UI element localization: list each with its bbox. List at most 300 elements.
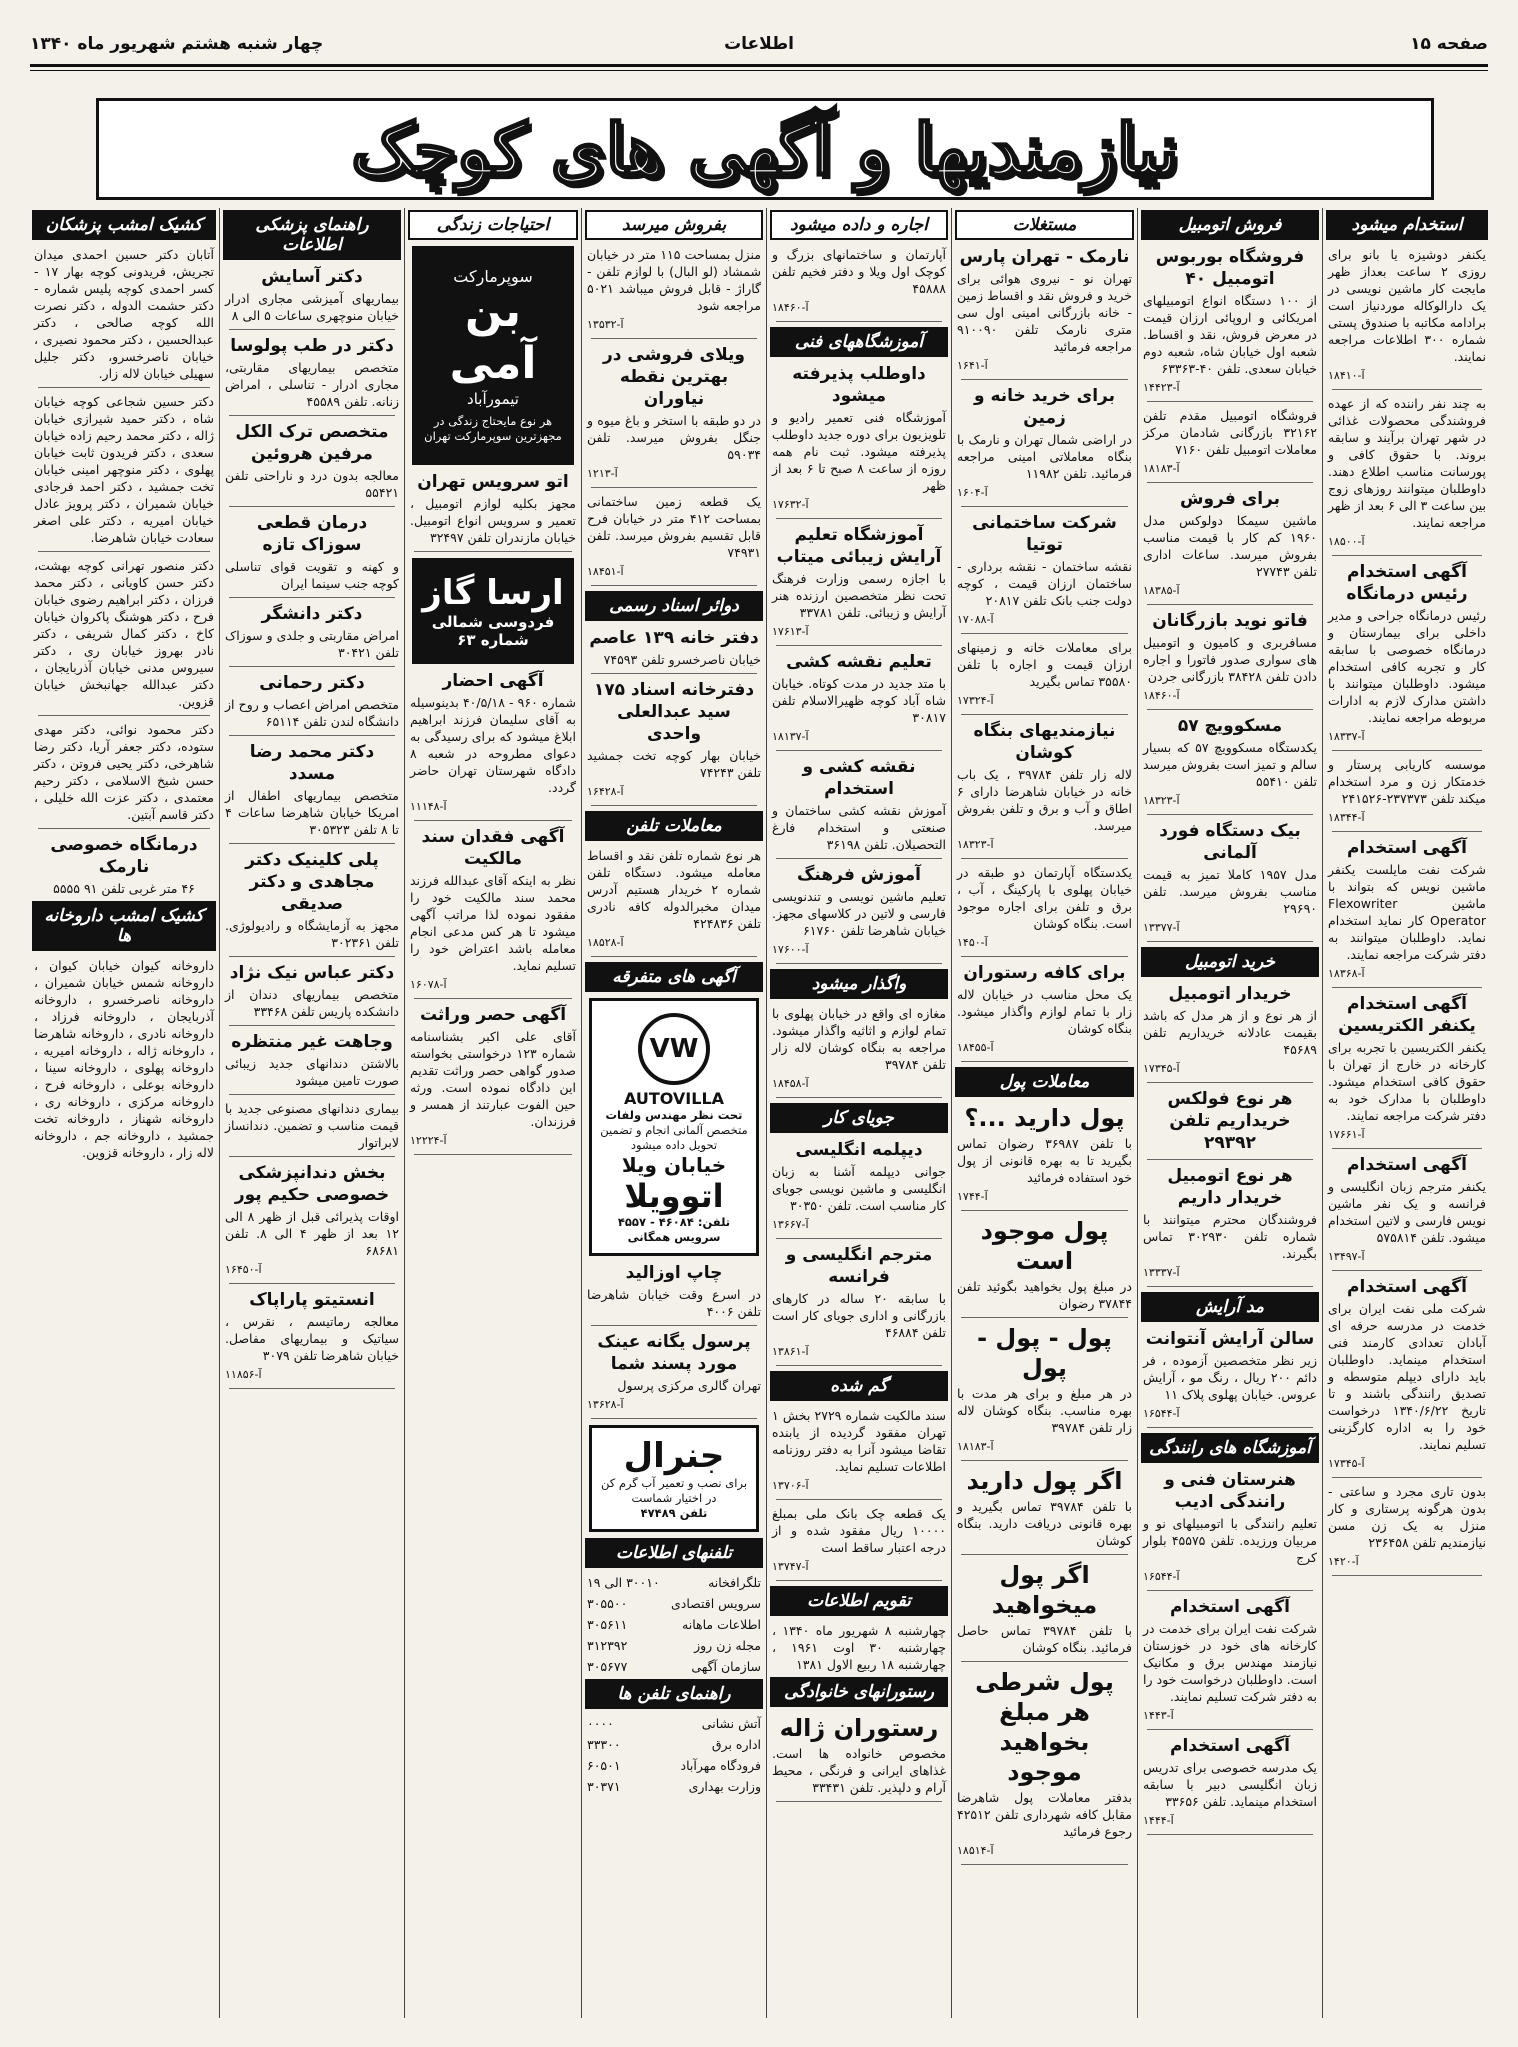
ad-text: آموزشگاه فنی تعمیر رادیو و تلویزیون برای دوره جدید داوطلب پذیرفته میشود. ثبت نام همه روزه از ساعت ۸ صبح تا ۶ بعد از ظهر bbox=[772, 410, 946, 493]
ad-title: آگهی استخدام bbox=[1347, 838, 1467, 858]
classified-ad bbox=[1143, 488, 1317, 599]
ad-text: بیماریهای آمیزشی مجاری ادرار خیابان منوچهری ساعات ۵ الی ۸ bbox=[225, 291, 399, 323]
ad-text: نقشه ساختمان - نقشه برداری - ساختمان ارزان قیمت ، کوچه دولت جنب بانک تلفن ۲۰۸۱۷ bbox=[957, 559, 1132, 608]
section-header: معاملات تلفن bbox=[585, 811, 763, 841]
ad-title: دکتر در طب پولوسا bbox=[230, 336, 394, 356]
ad-list bbox=[768, 1005, 950, 1098]
ad-text: به چند نفر راننده که از عهده فروشندگی محصولات غذائی در شهر تهران برآیند و سابقه بروند. با حقوق کافی و پورسانت مناسب اطلاع دهند. داوطلبان میتوانند روزهای زوج بین ساعت ۳ الی ۶ بعد از ظهر مراجعه نمایند. bbox=[1328, 396, 1486, 530]
section-header: آموزشگاه های رانندگی bbox=[1141, 1433, 1319, 1463]
ad-title: آگهی حصر وراثت bbox=[419, 1005, 567, 1025]
ad-separator bbox=[1147, 1427, 1313, 1428]
ad-separator bbox=[591, 338, 757, 339]
ad-code: آ-۱۸۱۸۳ bbox=[957, 1440, 994, 1453]
ad-separator bbox=[1147, 1082, 1313, 1083]
pharmacy-list: داروخانه کیوان خیابان کیوان ، داروخانه شمس خیابان شمیران ، داروخانه ناصرخسرو ، داروخانه آذربایجان ، داروخانه فرزاد ، داروخانه نادری ، داروخانه شاهرضا ، داروخانه ژاله ، داروخانه امیریه ، داروخانه پهلوی ، داروخانه سینا ، داروخانه بوعلی ، داروخانه فرح ، داروخانه مرکزی ، داروخانه ری ، داروخانه شهناز ، داروخانه تخت جمشید ، داروخانه جم ، داروخانه لاله زار ، داروخانه قزوین. bbox=[34, 958, 214, 1160]
ad-code: آ-۱۸۱۳۷ bbox=[772, 730, 809, 743]
ad-separator bbox=[776, 1499, 942, 1500]
classified-ad bbox=[957, 1216, 1132, 1312]
ad-separator bbox=[1332, 1148, 1482, 1149]
phone-number: ۶۰۵۰۱ bbox=[587, 1758, 621, 1773]
section-header: کشیک امشب داروخانه ها bbox=[32, 901, 216, 951]
section-header: رستورانهای خانوادگی bbox=[770, 1677, 948, 1707]
ad-list bbox=[1324, 246, 1490, 1576]
classified-ad bbox=[1328, 756, 1486, 826]
section-header: استخدام میشود bbox=[1326, 210, 1488, 240]
ad-code: آ-۱۸۵۱۴ bbox=[957, 1844, 994, 1857]
calendar-text: چهارشنبه ۸ شهریور ماه ۱۳۴۰ ، چهارشنبه ۳۰ اوت ۱۹۶۱ ، چهارشنبه ۱۸ ربیع الاول ۱۳۸۱ bbox=[772, 1623, 946, 1672]
ad-text: در اسرع وقت خیابان شاهرضا تلفن ۴۰۰۶ bbox=[587, 1287, 761, 1319]
classified-ad bbox=[34, 721, 214, 823]
phone-number: ۳۰۵۵۰۰ bbox=[587, 1596, 628, 1611]
banner-title: نیازمندیها و آگهی های کوچک bbox=[351, 107, 1179, 191]
ad-text: متخصص بیماریهای دندان از دانشکده پاریس تلفن ۳۳۴۶۸ bbox=[225, 987, 399, 1019]
ad-code: آ-۱۶۰۷۸ bbox=[410, 978, 447, 991]
classified-ad bbox=[225, 1100, 399, 1151]
ad-title: مسکوویچ ۵۷ bbox=[1177, 716, 1283, 736]
ad-separator bbox=[776, 645, 942, 646]
section-header: آموزشگاههای فنی bbox=[770, 327, 948, 357]
ad-code: آ-۱۳۵۳۲ bbox=[587, 318, 624, 331]
ad-list bbox=[768, 1139, 950, 1366]
ad-text: امراض مقاربتی و جلدی و سوزاک تلفن ۳۰۴۲۱ bbox=[225, 628, 399, 660]
ad-separator bbox=[1332, 1270, 1482, 1271]
ad-text: با سابقه ۲۰ ساله در کارهای بازرگانی و اداری جویای کار است تلفن ۴۶۸۸۴ bbox=[772, 1291, 946, 1340]
classified-ad bbox=[225, 266, 399, 324]
autovilla-name: اتوویلا bbox=[624, 1177, 724, 1215]
ad-code: آ-۱۸۳۴۴ bbox=[1328, 811, 1365, 824]
ad-code: آ-۱۶۵۴۴ bbox=[1143, 1570, 1180, 1583]
ad-text: منزل بمساحت ۱۱۵ متر در خیابان شمشاد (لو البال) با لوازم تلفن - گاراژ - قابل فروش میباشد ۵۰۲۱ مراجعه شود bbox=[587, 247, 761, 313]
ad-title: دفتر خانه ۱۳۹ عاصم bbox=[589, 628, 759, 648]
ad-code: آ-۱۳۷۴۷ bbox=[772, 1560, 809, 1573]
ad-code: آ-۱۷۰۸۸ bbox=[957, 613, 994, 626]
classified-ad bbox=[1143, 407, 1317, 477]
ad-code: آ-۱۳۳۳۷ bbox=[1143, 1266, 1180, 1279]
ad-separator bbox=[776, 963, 942, 964]
ad-title: برای فروش bbox=[1179, 489, 1281, 509]
clinic-title: درمانگاه خصوصی نارمک bbox=[50, 835, 198, 877]
supermarket-ad bbox=[412, 246, 574, 465]
column-divider bbox=[766, 208, 767, 2018]
ad-separator bbox=[961, 1460, 1128, 1461]
autovilla-logo-text: AUTOVILLA bbox=[623, 1089, 725, 1108]
classified-ad bbox=[1143, 1735, 1317, 1829]
classified-ad bbox=[34, 557, 214, 710]
ad-text: شرکت نفت مایلست یکنفر ماشین نویس که بتواند با ماشین Flexowriter Operator کار نماید استخدام نماید. داوطلبان میتوانند به دفتر شرکت مراجعه نمایند. bbox=[1328, 862, 1486, 962]
classified-ad bbox=[1328, 561, 1486, 745]
ad-code: آ-۱۸۴۶۰ bbox=[772, 301, 809, 314]
ad-separator bbox=[38, 828, 210, 829]
ad-text: یکنفر دوشیزه یا بانو برای روزی ۲ ساعت بعداز ظهر مایجت کار ماشین نویسی در یک دارالوکاله موردنیاز است برادامه مکاتبه با صندوق پستی شماره ۳۰۰ اطلاعات مراجعه نمایند. bbox=[1328, 247, 1486, 364]
ad-code: آ-۱۱۸۵۶ bbox=[225, 1368, 262, 1381]
classified-ad bbox=[1328, 1483, 1486, 1570]
ad-title: آگهی احضار bbox=[442, 671, 544, 691]
ad-text: خیابان ناصرخسرو تلفن ۷۴۵۹۳ bbox=[603, 652, 761, 667]
ad-title: اتو سرویس تهران bbox=[417, 472, 569, 492]
ad-text: آپارتمان و ساختمانهای بزرگ و کوچک اول ویلا و دفتر فخیم تلفن ۴۵۸۸۸ bbox=[772, 247, 946, 296]
ad-title: متخصص ترک الکل مرفین هروئین bbox=[235, 422, 389, 464]
ad-code: آ-۱۷۶۶۱ bbox=[1328, 1128, 1365, 1141]
classified-ad bbox=[957, 1667, 1132, 1859]
classified-ad bbox=[587, 847, 761, 951]
ad-separator bbox=[229, 415, 395, 416]
classified-ad bbox=[34, 246, 214, 382]
phone-row bbox=[587, 1736, 761, 1753]
ad-separator bbox=[1332, 750, 1482, 751]
ad-text: مجهز به آزمایشگاه و رادیولوژی. تلفن ۳۰۲۳۶۱ bbox=[225, 918, 399, 950]
classified-ad bbox=[1328, 1154, 1486, 1265]
ad-text: تهران گالری مرکزی پرسول bbox=[617, 1378, 761, 1393]
ad-title: داوطلب پذیرفته میشود bbox=[792, 364, 926, 406]
ad-text: با اجازه رسمی وزارت فرهنگ تحت نظر متخصصین ارزنده هنر آرایش و زیبائی. تلفن ۳۳۷۸۱ bbox=[772, 571, 946, 620]
ad-separator bbox=[229, 666, 395, 667]
ad-text: متخصص بیماریهای اطفال از امریکا خیابان شاهرضا ساعات ۴ تا ۸ تلفن ۳۰۵۳۲۳ bbox=[225, 788, 399, 837]
clinic-text: ۴۶ متر غربی تلفن ۹۱ ۵۵۵۵ bbox=[53, 881, 195, 896]
ad-text: اوقات پذیرائی قبل از ظهر ۸ الی ۱۲ بعد از ظهر ۴ الی ۸. تلفن ۶۸۶۸۱ bbox=[225, 1209, 399, 1258]
general-text: برای نصب و تعمیر آب گرم کن در اختیار شماست bbox=[600, 1476, 748, 1505]
ad-separator bbox=[229, 735, 395, 736]
ad-text: بیماری دندانهای مصنوعی جدید با قیمت مناسب و تضمین. دندانساز لابراتوار bbox=[225, 1101, 399, 1150]
phone-row bbox=[587, 1616, 761, 1633]
ad-code: آ-۱۸۴۶۰ bbox=[1143, 689, 1180, 702]
section-header: راهنمای تلفن ها bbox=[585, 1679, 763, 1709]
ad-text: تعلیم رانندگی با اتومبیلهای نو و مربیان ورزیده. تلفن ۴۵۵۷۵ بلوار کرج bbox=[1143, 1516, 1317, 1565]
classified-ad bbox=[225, 1162, 399, 1278]
phone-list bbox=[583, 1574, 765, 1675]
ad-code: آ-۱۷۳۴۵ bbox=[1328, 1457, 1365, 1470]
ad-separator bbox=[414, 998, 572, 999]
phone-name: تلگرافخانه bbox=[708, 1575, 761, 1590]
column-doctors-on-call bbox=[30, 208, 218, 2018]
ad-text: یک مدرسه خصوصی برای تدریس زبان انگلیسی دبیر با سابقه استخدام مینماید. تلفن ۳۳۶۵۶ bbox=[1143, 1760, 1317, 1809]
ad-list bbox=[768, 1713, 950, 1802]
classified-ad bbox=[225, 672, 399, 730]
ad-code: آ-۱۶۵۴۴ bbox=[1143, 1407, 1180, 1420]
ad-separator bbox=[1147, 1286, 1313, 1287]
ad-separator bbox=[776, 1365, 942, 1366]
ad-code: آ-۱۴۲۰ bbox=[1328, 1555, 1359, 1568]
ad-title: اگر پول میخواهید bbox=[991, 1561, 1098, 1619]
ad-text: مجهز بکلیه لوازم اتومبیل ، تعمیر و سرویس انواع اتومبیل. خیابان مازندران تلفن ۳۲۴۹۷ bbox=[410, 496, 576, 545]
ad-separator bbox=[1332, 831, 1482, 832]
ad-text: آموزش نقشه کشی ساختمان و صنعتی و استخدام فارغ التحصیلان. تلفن ۳۶۱۹۸ bbox=[772, 803, 946, 852]
classified-ad bbox=[957, 720, 1132, 853]
ad-text: متخصص امراض اعصاب و روح از دانشگاه لندن تلفن ۶۵۱۱۴ bbox=[225, 697, 399, 729]
ad-text: تهران نو - نیروی هوائی برای خرید و فروش نقد و اقساط زمین - خانه بازرگانی امینی اول سی متری نارمک تلفن ۹۱۰۰۹۰ مراجعه فرمائید bbox=[957, 271, 1132, 354]
ad-separator bbox=[1147, 709, 1313, 710]
ad-list bbox=[406, 471, 580, 552]
arasgaz-name: ارسا گاز bbox=[422, 573, 564, 613]
ad-separator bbox=[776, 1097, 942, 1098]
ad-separator bbox=[1332, 389, 1482, 390]
classified-ad bbox=[1328, 395, 1486, 550]
ad-code: آ-۱۷۶۳۲ bbox=[772, 498, 809, 511]
ad-separator bbox=[591, 956, 757, 957]
ad-text: نظر به اینکه آقای عبدالله فرزند محمد سند مالکیت خود را مفقود نموده لذا مراتب آگهی میشود تا هر کس مدعی انجام معامله باشد اعتراض خود را تسلیم نماید. bbox=[410, 873, 576, 973]
column-real-estate bbox=[953, 208, 1136, 2018]
ad-text: در مبلغ پول بخواهید بگوئید تلفن ۳۷۸۴۴ رضوان bbox=[957, 1279, 1132, 1311]
ad-text: معالجه رماتیسم ، نقرس ، سیاتیک و بیماریهای مفاصل. خیابان شاهرضا تلفن ۳۰۷۹ bbox=[225, 1314, 399, 1363]
ad-list bbox=[1139, 1469, 1321, 1835]
phone-name: مجله زن روز bbox=[694, 1638, 761, 1653]
classified-ad bbox=[957, 962, 1132, 1056]
ad-title: دیپلمه انگلیسی bbox=[795, 1140, 923, 1160]
phone-number: ۳۱۲۳۹۲ bbox=[587, 1638, 628, 1653]
ad-title: فروشگاه بوربوس اتومبیل ۴۰ bbox=[1155, 247, 1305, 289]
column-medical-guide bbox=[221, 208, 403, 2018]
ad-separator bbox=[776, 750, 942, 751]
ad-code: آ-۱۸۳۶۸ bbox=[1328, 967, 1365, 980]
ad-separator bbox=[229, 1025, 395, 1026]
ad-separator bbox=[38, 387, 210, 388]
general-phone: تلفن ۴۷۴۸۹ bbox=[640, 1506, 708, 1520]
ad-title: آگهی استخدام bbox=[1170, 1597, 1290, 1617]
phone-number: ۳۰۳۷۱ bbox=[587, 1779, 621, 1794]
classified-ad bbox=[957, 385, 1132, 501]
supermarket-name: بن آمی bbox=[449, 286, 537, 389]
ad-code: آ-۱۳۶۶۷ bbox=[772, 1218, 809, 1231]
section-header: احتیاجات زندگی bbox=[408, 210, 578, 240]
ad-text: با تلفن ۳۹۷۸۴ تماس حاصل فرمائید. بنگاه کوشان bbox=[957, 1623, 1132, 1655]
ad-text: متخصص بیماریهای مقاربتی، مجاری ادرار - تناسلی ، امراض زنانه. تلفن ۴۵۵۸۹ bbox=[225, 360, 399, 409]
ad-text: در دو طبقه با استخر و باغ میوه و جنگل بفروش میرسد. تلفن ۵۹۰۳۴ bbox=[587, 413, 761, 462]
column-employment bbox=[1324, 208, 1490, 2018]
ad-text: یکنفر مترجم زبان انگلیسی و فرانسه و یک نفر ماشین نویس فارسی و لاتین استخدام میشود. تلفن ۵۷۵۸۱۴ bbox=[1328, 1179, 1486, 1245]
ad-text: بدفتر معاملات پول شاهرضا مقابل کافه شهرداری تلفن ۴۲۵۱۲ رجوع فرمائید bbox=[957, 1790, 1132, 1839]
ad-code: آ-۱۲۱۳ bbox=[587, 467, 618, 480]
ad-separator bbox=[229, 843, 395, 844]
ad-list bbox=[221, 266, 403, 1389]
classified-ad bbox=[772, 363, 946, 513]
classified-ad bbox=[957, 1560, 1132, 1656]
classified-ad bbox=[1328, 246, 1486, 384]
ad-separator bbox=[776, 1580, 942, 1581]
ad-separator bbox=[776, 1801, 942, 1802]
ad-title: اگر پول دارید bbox=[966, 1467, 1123, 1495]
phone-row bbox=[587, 1658, 761, 1675]
classified-ad bbox=[1143, 610, 1317, 704]
ad-code: آ-۱۸۵۲۸ bbox=[587, 936, 624, 949]
classified-ad bbox=[410, 471, 576, 546]
classified-ad bbox=[587, 679, 761, 800]
classified-ad bbox=[1143, 1328, 1317, 1422]
ad-title: نیازمندیهای بنگاه کوشان bbox=[973, 721, 1116, 763]
ad-separator bbox=[1332, 987, 1482, 988]
ad-text: یکدستگاه مسکوویچ ۵۷ که بسیار سالم و تمیز است بفروش میرسد تلفن ۵۵۴۱۰ bbox=[1143, 740, 1317, 789]
section-header: واگذار میشود bbox=[770, 969, 948, 999]
section-header: اجاره و داده میشود bbox=[770, 210, 948, 240]
ad-code: آ-۱۷۶۰۰ bbox=[772, 943, 809, 956]
phone-number: ۳۳۳۰۰ bbox=[587, 1737, 621, 1752]
paper-name: اطلاعات bbox=[724, 34, 794, 54]
page-number: صفحه ۱۵ bbox=[1410, 34, 1488, 54]
ad-text: رئیس درمانگاه جراحی و مدیر داخلی برای بیمارستان و درمانگاه خصوصی با سابقه کار و تجربه کافی استخدام میشود. داوطلبان میتوانند با داشتن مدارک لازم به ادارات مربوطه مراجعه نمایند. bbox=[1328, 608, 1486, 725]
ad-separator bbox=[1147, 941, 1313, 942]
ad-text: هر نوع شماره تلفن نقد و اقساط معامله میشود. دستگاه تلفن شماره ۲ خریدار هستیم آدرس میدان مخبرالدوله کافه نادری تلفن ۴۲۴۸۳۶ bbox=[587, 848, 761, 931]
column-divider bbox=[951, 208, 952, 2018]
ad-text: بدون تاری مجرد و ساعتی - بدون هرگونه پرستاری و کار منزل به یک زن مسن نیازمندیم تلفن ۲۳۶۴۵۸ bbox=[1328, 1484, 1486, 1550]
classified-ad bbox=[225, 335, 399, 410]
issue-date: چهار شنبه هشتم شهریور ماه ۱۳۴۰ bbox=[30, 34, 324, 54]
arasgaz-ad bbox=[412, 558, 574, 664]
folio-line bbox=[30, 34, 1488, 60]
ad-separator bbox=[591, 1325, 757, 1326]
ad-separator bbox=[38, 551, 210, 552]
ad-text: موسسه کاریابی پرستار و خدمتکار زن و مرد استخدام میکند تلفن ۲۳۷۳۷۳-۲۴۱۵۲۶ bbox=[1328, 757, 1486, 806]
ad-separator bbox=[1147, 401, 1313, 402]
ad-text: شرکت نفت ایران برای خدمت در کارخانه های خود در خوزستان نیازمند مهندس برق و مکانیک است. داوطلبان درخواست خود را به دفتر شرکت تسلیم نمایند. bbox=[1143, 1621, 1317, 1704]
ad-separator bbox=[1147, 1834, 1313, 1835]
classified-ad bbox=[772, 1139, 946, 1233]
classified-ad bbox=[957, 1466, 1132, 1549]
ad-code: آ-۱۳۷۰۶ bbox=[772, 1479, 809, 1492]
ad-title: مترجم انگلیسی و فرانسه bbox=[785, 1245, 933, 1287]
ad-text: و کهنه و تقویت قوای تناسلی کوچه جنب سینما ایران bbox=[225, 559, 399, 591]
ad-code: آ-۱۸۳۳۷ bbox=[1328, 730, 1365, 743]
classified-ad bbox=[772, 864, 946, 958]
classified-ad bbox=[957, 246, 1132, 374]
classified-ad bbox=[1143, 715, 1317, 809]
ad-text: برای معاملات خانه و زمینهای ارزان قیمت و اجاره با تلفن ۳۵۵۸۰ تماس بگیرید bbox=[957, 640, 1132, 689]
section-header: گم شده bbox=[770, 1371, 948, 1401]
classified-ad bbox=[772, 524, 946, 640]
ad-separator bbox=[414, 1154, 572, 1155]
phone-name: اداره برق bbox=[711, 1737, 761, 1752]
ad-title: فاتو نوید بازرگانان bbox=[1152, 611, 1308, 631]
ad-code: آ-۱۸۴۵۸ bbox=[772, 1077, 809, 1090]
classified-ad bbox=[1143, 983, 1317, 1077]
ad-list bbox=[768, 246, 950, 322]
top-rule bbox=[30, 64, 1488, 67]
column-rentals bbox=[768, 208, 950, 2018]
classified-ad bbox=[1143, 1596, 1317, 1724]
ad-title: آگهی استخدام رئیس درمانگاه bbox=[1346, 562, 1468, 604]
section-header: تلفنهای اطلاعات bbox=[585, 1538, 763, 1568]
phone-number: ۳۰۵۶۷۷ bbox=[587, 1659, 628, 1674]
ad-separator bbox=[229, 1156, 395, 1157]
ad-title: آموزشگاه تعلیم آرایش زیبائی میتاب bbox=[776, 525, 942, 567]
phone-row bbox=[587, 1637, 761, 1654]
ad-title: درمان قطعی سوزاک تازه bbox=[256, 513, 368, 555]
classified-ad bbox=[772, 756, 946, 853]
classified-ad bbox=[1143, 246, 1317, 396]
section-header: کشیک امشب پزشکان bbox=[32, 210, 216, 240]
column-for-sale bbox=[583, 208, 765, 2018]
autovilla-line3: خیابان ویلا bbox=[621, 1153, 727, 1177]
classified-ad bbox=[225, 962, 399, 1020]
classified-ad bbox=[34, 393, 214, 546]
ad-separator bbox=[1147, 604, 1313, 605]
section-header: تقویم اطلاعات bbox=[770, 1586, 948, 1616]
ad-separator bbox=[591, 805, 757, 806]
phone-row bbox=[587, 1574, 761, 1591]
ad-title: برای خرید خانه و زمین bbox=[973, 386, 1116, 428]
ad-code: آ-۱۸۳۲۳ bbox=[957, 838, 994, 851]
section-header: دوائر اسناد رسمی bbox=[585, 591, 763, 621]
ad-text: دکتر محمود نوائی، دکتر مهدی ستوده، دکتر جعفر آریا، دکتر رضا شاهرخی، دکتر یحیی فروتن ، دکتر حسن شیخ الاسلامی ، دکتر رحیم معتمدی ، دکتر عزت الله خلیلی ، دکتر قاسم آبتین. bbox=[34, 722, 214, 822]
ad-separator bbox=[229, 956, 395, 957]
ad-list bbox=[768, 1407, 950, 1581]
classified-ad bbox=[410, 670, 576, 815]
ad-code: آ-۱۶۴۵۰ bbox=[225, 1263, 262, 1276]
ad-code: آ-۱۸۱۸۳ bbox=[1143, 462, 1180, 475]
ad-separator bbox=[961, 714, 1128, 715]
classified-ad bbox=[587, 493, 761, 580]
section-header: مستغلات bbox=[955, 210, 1134, 240]
ad-separator bbox=[229, 1283, 395, 1284]
phone-list bbox=[583, 1715, 765, 1795]
column-divider bbox=[219, 208, 220, 2018]
ad-code: آ-۱۴۴۳ bbox=[1143, 1709, 1174, 1722]
ad-code: آ-۱۴۵۰ bbox=[957, 936, 988, 949]
ad-text: یک محل مناسب در خیابان لاله زار با تمام لوازم واگذار میشود. بنگاه کوشان bbox=[957, 987, 1132, 1036]
phone-name: سرویس اقتصادی bbox=[670, 1596, 761, 1611]
ad-text: مخصوص خانواده ها است. غذاهای ایرانی و فرنگی ، محیط آرام و دلپذیر. تلفن ۳۳۴۳۱ bbox=[772, 1746, 946, 1795]
arasgaz-address: فردوسی شمالی شماره ۶۳ bbox=[431, 613, 555, 649]
section-header: بفروش میرسد bbox=[585, 210, 763, 240]
ad-title: برای کافه رستوران bbox=[963, 963, 1126, 983]
ad-separator bbox=[1147, 1159, 1313, 1160]
ad-text: تعلیم ماشین نویسی و تندنویسی فارسی و لاتین در کلاسهای مجهز. خیابان شاهرضا تلفن ۶۱۷۶۰ bbox=[772, 889, 946, 938]
ad-code: آ-۱۳۳۷۷ bbox=[1143, 921, 1180, 934]
classified-ad bbox=[225, 849, 399, 951]
ad-list bbox=[583, 1262, 765, 1419]
ad-separator bbox=[961, 956, 1128, 957]
ad-title: ویلای فروشی در بهترین نقطه نیاوران bbox=[603, 345, 745, 409]
section-header: معاملات پول bbox=[955, 1067, 1134, 1097]
ad-separator bbox=[591, 487, 757, 488]
autovilla-phone: تلفن: ۴۶۰۸۴ - ۴۵۵۷ bbox=[617, 1215, 731, 1229]
ad-title: تعلیم نقشه کشی bbox=[786, 652, 932, 672]
column-divider bbox=[1137, 208, 1138, 2018]
ad-title: دکتر محمد رضا مسدد bbox=[249, 742, 375, 784]
ad-text: آتابان دکتر حسین احمدی میدان تجریش، فریدونی کوچه بهار ۱۷ - کسر احمدی کوچه پلیس شماره - دکتر حشمت الدوله ، دکتر نصرت الله کوچه صالحی ، دکتر عبدالحسین ، دکتر محمود نصیری ، خیابان ناصرخسرو، دکتر جلیل سهیلی خیابان لاله زار. bbox=[34, 247, 215, 381]
ad-separator bbox=[961, 858, 1128, 859]
ad-separator bbox=[38, 715, 210, 716]
ad-separator bbox=[776, 1238, 942, 1239]
ad-title: دکتر عباس نیک نژاد bbox=[229, 963, 395, 983]
ad-list bbox=[583, 847, 765, 957]
general-ad bbox=[589, 1425, 759, 1532]
ad-separator bbox=[229, 506, 395, 507]
column-life-needs bbox=[406, 208, 580, 2018]
classified-ad bbox=[587, 1262, 761, 1320]
section-header: جویای کار bbox=[770, 1103, 948, 1133]
classified-ad bbox=[1328, 837, 1486, 982]
ad-title: نقشه کشی و استخدام bbox=[802, 757, 916, 799]
ad-title: بیک دستگاه فورد آلمانی bbox=[1159, 821, 1301, 863]
ad-text: با تلفن ۳۹۷۸۴ تماس بگیرید و بهره قانونی دریافت دارید. بنگاه کوشان bbox=[957, 1499, 1132, 1548]
ad-separator bbox=[961, 1210, 1128, 1211]
ad-title: دکتر آسایش bbox=[261, 267, 363, 287]
ad-code: آ-۱۶۴۲۸ bbox=[587, 785, 624, 798]
ad-text: دکتر حسین شجاعی کوچه خیابان شاه ، دکتر حمید شیرازی خیابان ژاله ، دکتر محمد رحیم زاده خیابان سعدی ، دکتر فریدون ثابت خیابان پهلوی ، دکتر منوچهر امینی خیابان تخت جمشید ، دکتر احمد فرجادی خیابان شمیران ، دکتر پرویز عادل خیابان امیریه ، دکتر علی اصغر سعادت خیابان شاهرضا. bbox=[34, 394, 214, 545]
ad-text: فروشندگان محترم میتوانند با شماره تلفن ۳۰۲۹۳۰ تماس بگیرند. bbox=[1143, 1212, 1317, 1261]
ad-text: یکدستگاه آپارتمان دو طبقه در خیابان پهلوی با پارکینگ ، آب ، برق و تلفن برای اجاره موجود است. بنگاه کوشان bbox=[957, 865, 1132, 931]
ad-title: دفترخانه اسناد ۱۷۵ سید عبدالعلی واحدی bbox=[593, 680, 755, 744]
ad-code: آ-۱۸۴۱۰ bbox=[1328, 369, 1365, 382]
ad-separator bbox=[961, 1661, 1128, 1662]
ad-text: سند مالکیت شماره ۲۷۲۹ بخش ۱ تهران مفقود گردیده از یابنده تقاضا میشود آنرا به دفتر روزنامه اطلاعات تسلیم نماید. bbox=[772, 1408, 946, 1474]
classified-ad bbox=[587, 1331, 761, 1413]
phone-row bbox=[587, 1715, 761, 1732]
ad-text: با تلفن ۳۶۹۸۷ رضوان تماس بگیرید تا به بهره قانونی از پول خود استفاده فرمائید bbox=[957, 1136, 1132, 1185]
supermarket-line1: سوپرمارکت bbox=[453, 267, 533, 286]
ad-title: بخش دندانپزشکی خصوصی حکیم پور bbox=[234, 1163, 390, 1205]
ad-title: پلی کلینیک دکتر مجاهدی و دکتر صدیقی bbox=[245, 850, 379, 914]
supermarket-line2: تیمورآباد bbox=[467, 390, 519, 408]
supermarket-line3: هر نوع مایحتاج زندگی در مجهزترین سوپرمارکت تهران bbox=[424, 414, 562, 443]
